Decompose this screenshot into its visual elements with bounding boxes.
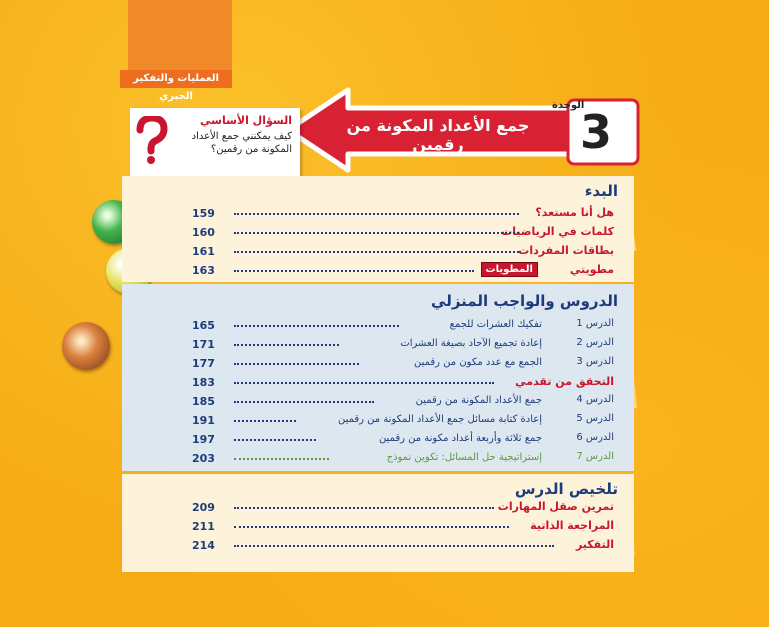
unit-label: الوحدة <box>552 100 585 111</box>
page-number: 214 <box>192 539 215 552</box>
toc-item-label: بطاقات المفردات <box>518 244 614 257</box>
toc-row[interactable] <box>122 538 634 556</box>
dot-leader <box>234 251 519 253</box>
red-marble-image <box>62 322 110 370</box>
lesson-title: الجمع مع عدد مكون من رقمين <box>413 357 542 368</box>
toc-item-label: كلمات في الرياضيات <box>501 225 614 238</box>
page-number: 177 <box>192 357 215 370</box>
dot-leader <box>234 439 316 441</box>
section-title: البدء <box>584 182 618 200</box>
toc-item-label: مطويتي <box>569 263 614 276</box>
lesson-label: الدرس 7 <box>576 451 614 462</box>
lesson-title: تفكيك العشرات للجمع <box>449 319 542 330</box>
lesson-title: جمع ثلاثة وأربعة أعداد مكونة من رقمين <box>378 433 542 444</box>
toc-row[interactable] <box>122 500 634 518</box>
toc-row[interactable] <box>122 519 634 537</box>
toc-row[interactable] <box>122 432 634 450</box>
toc-row[interactable] <box>122 451 634 469</box>
dot-leader <box>234 325 399 327</box>
dot-leader <box>234 270 474 272</box>
toc-item-label: هل أنا مستعد؟ <box>535 206 614 219</box>
toc-row[interactable] <box>122 394 634 412</box>
dot-leader <box>234 458 329 460</box>
toc-row[interactable] <box>122 318 634 336</box>
dot-leader <box>234 401 374 403</box>
dot-leader <box>234 526 509 528</box>
page-number: 160 <box>192 226 215 239</box>
page-number: 209 <box>192 501 215 514</box>
question-mark-icon <box>134 116 168 166</box>
dot-leader <box>234 344 339 346</box>
lesson-title: إعادة تجميع الآحاد بصيغة العشرات <box>400 338 542 349</box>
toc-row[interactable] <box>122 413 634 431</box>
toc-item-label: التفكير <box>575 538 614 551</box>
page-number: 163 <box>192 264 215 277</box>
section-title: تلخيص الدرس <box>514 480 618 498</box>
page-number: 203 <box>192 452 215 465</box>
page-number: 159 <box>192 207 215 220</box>
toc-row[interactable] <box>122 206 634 224</box>
page-number: 191 <box>192 414 215 427</box>
lesson-title: إعادة كتابة مسائل جمع الأعداد المكونة من رقمين <box>337 414 542 425</box>
page-number: 197 <box>192 433 215 446</box>
essential-question-heading: السؤال الأساسي <box>200 114 292 127</box>
dot-leader <box>234 363 359 365</box>
foldables-badge: المطويات <box>481 262 538 277</box>
lessons-homework-section <box>122 284 634 471</box>
essential-question-text: كيف يمكنني جمع الأعداد المكونة من رقمين؟ <box>191 131 292 155</box>
lesson-label: الدرس 2 <box>576 337 614 348</box>
unit-title: جمع الأعداد المكونة من رقمين <box>346 116 530 154</box>
page-number: 171 <box>192 338 215 351</box>
lesson-title: جمع الأعداد المكونة من رقمين <box>415 395 542 406</box>
lesson-label: الدرس 5 <box>576 413 614 424</box>
lesson-label: الدرس 1 <box>576 318 614 329</box>
toc-item-label: تمرين صقل المهارات <box>497 500 614 513</box>
toc-row[interactable] <box>122 375 634 393</box>
toc-row[interactable] <box>122 337 634 355</box>
dot-leader <box>234 213 519 215</box>
lesson-label: الدرس 3 <box>576 356 614 367</box>
page-number: 185 <box>192 395 215 408</box>
dot-leader <box>234 545 554 547</box>
dot-leader <box>234 232 519 234</box>
progress-check-label: التحقق من تقدمي <box>515 375 614 388</box>
essential-question-card <box>130 108 300 176</box>
page-number: 211 <box>192 520 215 533</box>
dot-leader <box>234 507 494 509</box>
getting-started-section <box>122 176 634 282</box>
corner-label: العمليات والتفكير الجبري <box>120 70 232 88</box>
toc-row[interactable] <box>122 356 634 374</box>
dot-leader <box>234 382 494 384</box>
lesson-label: الدرس 4 <box>576 394 614 405</box>
summary-section <box>122 474 634 572</box>
lesson-title: إستراتيجية حل المسائل: تكوين نموذج <box>386 452 542 463</box>
lesson-label: الدرس 6 <box>576 432 614 443</box>
section-title: الدروس والواجب المنزلي <box>431 292 618 310</box>
dot-leader <box>234 420 296 422</box>
unit-number: 3 <box>580 105 613 159</box>
page-number: 165 <box>192 319 215 332</box>
page-number: 183 <box>192 376 215 389</box>
toc-row[interactable] <box>122 244 634 262</box>
toc-row[interactable] <box>122 225 634 243</box>
toc-item-label: المراجعة الذاتية <box>530 519 614 532</box>
toc-row[interactable] <box>122 263 634 281</box>
page-number: 161 <box>192 245 215 258</box>
